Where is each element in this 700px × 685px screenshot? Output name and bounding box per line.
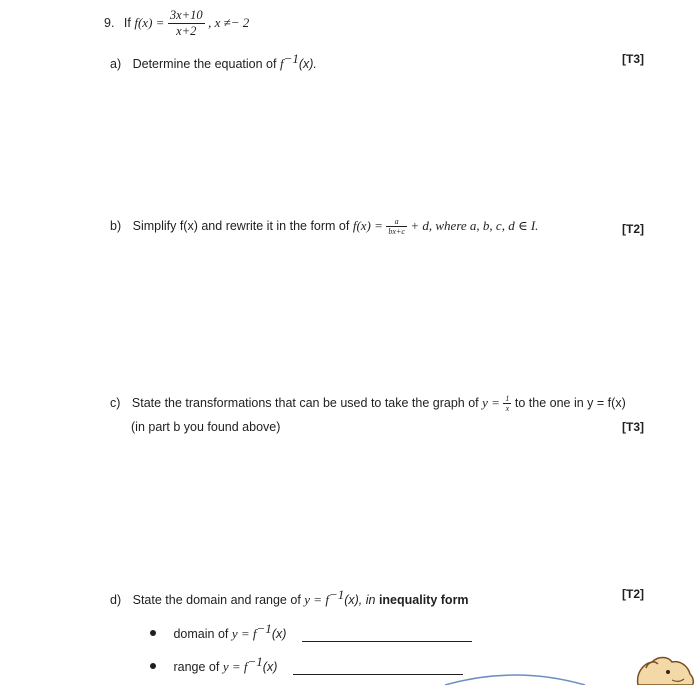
part-d-y-eq: y = f <box>304 592 329 608</box>
question-intro: If <box>123 15 131 30</box>
function-fraction <box>168 8 205 39</box>
bullet-domain-arg: (x) <box>271 627 287 642</box>
range-answer-line[interactable] <box>293 662 463 675</box>
part-d-label: d) <box>110 593 122 608</box>
part-d-mark: [T2] <box>622 587 644 601</box>
part-b-text: Simplify f(x) and rewrite it in the form of <box>132 218 350 233</box>
part-b-f-lhs: f(x) = <box>352 217 383 233</box>
function-restriction: , x ≠− 2 <box>208 14 250 30</box>
domain-answer-line[interactable] <box>302 629 472 642</box>
question-number: 9. <box>104 15 115 30</box>
part-d <box>110 587 469 608</box>
bullet-range-label: range of <box>173 660 220 675</box>
bullet-range-expr: y = f <box>222 659 248 675</box>
bullet-range <box>150 654 463 675</box>
bullet-domain-expr: y = f <box>231 626 257 642</box>
function-lhs: f(x) = <box>134 14 165 30</box>
part-d-bold-text: inequality form <box>378 593 469 608</box>
part-b-fraction <box>386 217 407 236</box>
part-c-fraction <box>503 394 511 413</box>
part-d-arg: (x), in <box>344 593 376 608</box>
part-c <box>110 394 626 413</box>
part-c-denominator: x <box>505 404 510 413</box>
part-b <box>110 217 538 236</box>
part-d-sup: −1 <box>328 587 345 602</box>
part-b-label: b) <box>110 218 122 233</box>
bullet-domain-sup: −1 <box>256 621 272 636</box>
part-a-func: f <box>279 56 284 72</box>
part-a-text: Determine the equation of <box>132 57 277 72</box>
part-d-text: State the domain and range of <box>132 593 301 608</box>
part-b-mark: [T2] <box>622 222 644 236</box>
part-a-label: a) <box>110 57 122 72</box>
part-a-sup: −1 <box>283 51 299 66</box>
part-b-denominator: bx+c <box>388 227 405 236</box>
part-c-numerator: 1 <box>505 394 510 403</box>
decorative-arc <box>440 670 590 685</box>
cartoon-decoration-icon <box>628 652 698 685</box>
part-c-mark: [T3] <box>622 420 644 434</box>
bullet-range-arg: (x) <box>262 660 278 675</box>
part-c-text2: to the one in y = f(x) <box>514 395 626 410</box>
question-header <box>104 8 249 39</box>
part-b-rest: + d, where a, b, c, d ∈ I. <box>410 217 539 233</box>
bullet-domain-label: domain of <box>173 627 229 642</box>
part-a-arg: (x). <box>298 57 317 72</box>
function-denominator: x+2 <box>176 24 197 38</box>
part-c-line2: (in part b you found above) <box>131 420 281 434</box>
bullet-dot-icon <box>150 630 156 636</box>
bullet-range-sup: −1 <box>247 654 263 669</box>
part-c-label: c) <box>110 395 121 410</box>
bullet-dot-icon <box>150 663 156 669</box>
part-a-mark: [T3] <box>622 52 644 66</box>
part-c-text1: State the transformations that can be used to take the graph of <box>131 395 479 410</box>
function-numerator: 3x+10 <box>169 8 203 22</box>
bullet-domain <box>150 621 472 642</box>
part-b-numerator: a <box>386 217 407 227</box>
part-a <box>110 51 317 72</box>
part-c-y-eq: y = <box>482 394 500 410</box>
